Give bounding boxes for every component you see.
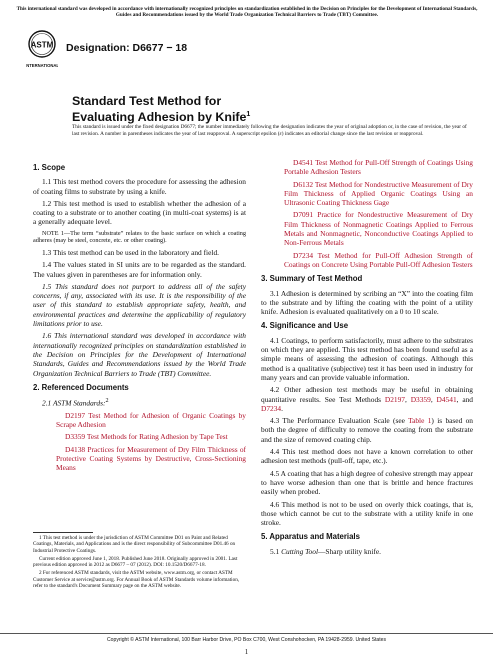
reference-title[interactable]: Test Method for Adhesion of Organic Coatings by Scrape Adhesion	[56, 410, 246, 430]
para-5-1-term: Cutting Tool	[281, 546, 318, 556]
para-4-6: 4.6 This method is not to be used on overly thick coatings, that is, those which cannot be cut to the substrate with a utility knife in one stroke.	[261, 499, 473, 528]
para-2-1	[33, 397, 246, 408]
footnote-1: 1 This test method is under the jurisdiction of ASTM Committee D01 on Paint and Related Coatings, Materials, and Applications and is the direct responsibility of Subcommittee D01.46 on Industrial Protective Coatings.	[33, 535, 236, 554]
reference-title[interactable]: Test Method for Pull-Off Adhesion Strength of Coatings on Concrete Using Portable Pull-Off Adhesion Testers	[284, 250, 474, 269]
para-4-2-text: 4.2 Other adhesion test methods may be useful in obtaining quantitative results. See Test Methods	[261, 385, 473, 404]
page-number: 1	[244, 648, 249, 656]
para-4-3-text-a: 4.3 The Performance Evaluation Scale (see	[270, 416, 409, 426]
reference-code[interactable]: D3359	[65, 432, 86, 442]
svg-text:INTERNATIONAL: INTERNATIONAL	[26, 63, 58, 68]
astm-logo	[26, 30, 58, 70]
para-1-6: 1.6 This international standard was developed in accordance with internationally recognized principles on standardization established in the Decision on Principles for the Development of International Standards, Guides and Recommendations issued by the World Trade Organization Technical Barriers to Trade (TBT) Committee.	[33, 331, 246, 378]
reference-item[interactable]	[33, 411, 246, 430]
document-title	[72, 94, 250, 124]
reference-title[interactable]: Practices for Measurement of Dry Film Thickness of Protective Coating Systems by Destructive, Cross-Sectioning Means	[56, 444, 246, 473]
reference-list-left	[33, 411, 246, 473]
title-footnote-ref[interactable]: 1	[246, 111, 251, 118]
designation: Designation: D6677 − 18	[66, 42, 188, 54]
reference-code[interactable]: D4138	[65, 444, 86, 454]
reference-item[interactable]	[261, 251, 473, 270]
reference-code[interactable]: D7091	[293, 210, 314, 220]
para-4-4: 4.4 This test method does not have a known correlation to other adhesion test methods (pull-off, tape, etc.).	[261, 447, 473, 466]
para-4-2: 4.2 Other adhesion test methods may be useful in obtaining quantitative results. See Test Methods D2197, D3359, D4541, and D7234.	[261, 385, 474, 413]
reference-item[interactable]	[261, 158, 473, 177]
left-column	[33, 158, 246, 476]
link-d3359[interactable]: D3359	[410, 394, 431, 404]
reference-item[interactable]	[33, 432, 246, 441]
reference-item[interactable]	[261, 210, 473, 247]
para-2-1-text: 2.1 ASTM Standards:	[42, 398, 106, 408]
section-heading-summary: 3. Summary of Test Method	[261, 274, 363, 284]
link-d4541[interactable]: D4541	[436, 394, 457, 404]
link-d7234[interactable]: D7234	[261, 403, 282, 413]
para-5-1-num: 5.1	[270, 546, 282, 556]
para-1-5: 1.5 This standard does not purport to address all of the safety concerns, if any, associated with its use. It is the responsibility of the user of this standard to establish appropriate safety, health, and environmental practices and determine the applicability of regulatory limitations prior to use.	[33, 281, 246, 329]
section-heading-significance: 4. Significance and Use	[261, 321, 349, 331]
copyright-line: Copyright © ASTM International, 100 Barr Harbor Drive, PO Box C700, West Conshohocken, PA 19428-2959. United States	[106, 637, 387, 643]
svg-text:ASTM: ASTM	[30, 40, 54, 50]
reference-title[interactable]: Practice for Nondestructive Measurement of Dry Film Thickness of Nonmagnetic Coatings Applied to Ferrous Metals and Nonmagnetic, Nonconductive Coatings Applied to Non-Ferrous Metals	[284, 210, 473, 248]
title-line-2	[72, 108, 250, 124]
para-4-3	[261, 416, 473, 444]
title-line-2-text: Evaluating Adhesion by Knife	[72, 110, 247, 125]
para-5-1	[261, 547, 473, 556]
footnote-1-edition: Current edition approved June 1, 2018. Published June 2018. Originally approved in 2001. Last previous edition approved in 2012 as D6677 – 07 (2012). DOI: 10.1520/D6677-18.	[33, 555, 238, 569]
para-1-3: 1.3 This test method can be used in the laboratory and field.	[42, 247, 219, 257]
reference-title[interactable]: Test Methods for Rating Adhesion by Tape Test	[86, 432, 228, 442]
para-4-5: 4.5 A coating that has a high degree of cohesive strength may appear to have worse adhesion than one that is brittle and hence fractures easily when probed.	[261, 468, 473, 497]
footnotes	[33, 535, 246, 591]
para-1-1: 1.1 This test method covers the procedure for assessing the adhesion of coating films to substrate by using a knife.	[33, 177, 246, 196]
title-line-1: Standard Test Method for	[72, 94, 222, 108]
footer-divider	[0, 633, 493, 634]
para-5-1-text: —Sharp utility knife.	[318, 546, 382, 556]
reference-item[interactable]	[261, 180, 473, 208]
reference-code[interactable]: D4541	[293, 158, 314, 167]
section-heading-references: 2. Referenced Documents	[33, 382, 129, 392]
footnote-ref-2[interactable]: 2	[105, 398, 109, 405]
para-4-1: 4.1 Coatings, to perform satisfactorily, must adhere to the substrates on which they are applied. This test method has been found useful as a simple means of assessing the adhesion of coatings. Although this method is a qualitative (subjective) test it has been used in industry for many years and can provide valuable information.	[261, 335, 473, 382]
reference-code[interactable]: D7234	[293, 250, 314, 260]
para-1-4: 1.4 The values stated in SI units are to be regarded as the standard. The values given in parentheses are for information only.	[33, 260, 246, 279]
right-column	[261, 158, 473, 559]
tbt-notice: This international standard was developed in accordance with internationally recognized principles on standardization established in the Decision on Principles for the Development of International Standards, Guides and Recommendations issued by the World Trade Organization Technical Barriers to Trade (TBT) Committee.	[16, 6, 478, 19]
reference-title[interactable]: Test Method for Nondestructive Measurement of Dry Film Thickness of Applied Organic Coatings Using an Ultrasonic Coating Thickness Gage	[284, 179, 473, 208]
astm-logo-icon	[26, 30, 58, 70]
reference-title[interactable]: Test Method for Pull-Off Strength of Coatings Using Portable Adhesion Testers	[284, 158, 473, 177]
note-1: NOTE 1—The term “substrate” relates to the basic surface on which a coating adheres (may be steel, concrete, etc. or other coating).	[33, 229, 246, 245]
link-d2197[interactable]: D2197	[384, 394, 405, 404]
para-3-1: 3.1 Adhesion is determined by scribing an “X” into the coating film to the substrate and by lifting the coating with the point of a utility knife. Adhesion is evaluated qualitatively on a 0 to 10 scale.	[261, 288, 473, 317]
reference-code[interactable]: D6132	[293, 179, 314, 189]
para-4-3-text-b: ) is based on both the degree of difficulty to remove the coating from the substrate and the size of removed coating chip.	[261, 416, 473, 444]
section-heading-scope: 1. Scope	[33, 163, 66, 172]
section-heading-apparatus: 5. Apparatus and Materials	[261, 532, 360, 542]
reference-item[interactable]	[33, 445, 246, 473]
footnote-divider	[33, 532, 93, 533]
reference-list-right	[261, 158, 473, 269]
intro-paragraph: This standard is issued under the fixed designation D6677; the number immediately following the designation indicates the year of original adoption or, in the case of revision, the year of last revision. A number in parentheses indicates the year of last reapproval. A superscript epsilon (ε) indicates an editorial change since the last revision or reapproval.	[72, 124, 467, 138]
footnote-2: 2 For referenced ASTM standards, visit the ASTM website, www.astm.org, or contact ASTM Customer Service at service@astm.org. For Annual Book of ASTM Standards volume information, refer to the standard's Document Summary page on the ASTM website.	[33, 570, 240, 590]
link-table-1[interactable]: Table 1	[408, 416, 432, 426]
para-1-2: 1.2 This test method is used to establish whether the adhesion of a coating to a substrate or to another coating (in multi-coat systems) is at a generally adequate level.	[33, 198, 246, 227]
reference-code[interactable]: D2197	[65, 410, 86, 420]
